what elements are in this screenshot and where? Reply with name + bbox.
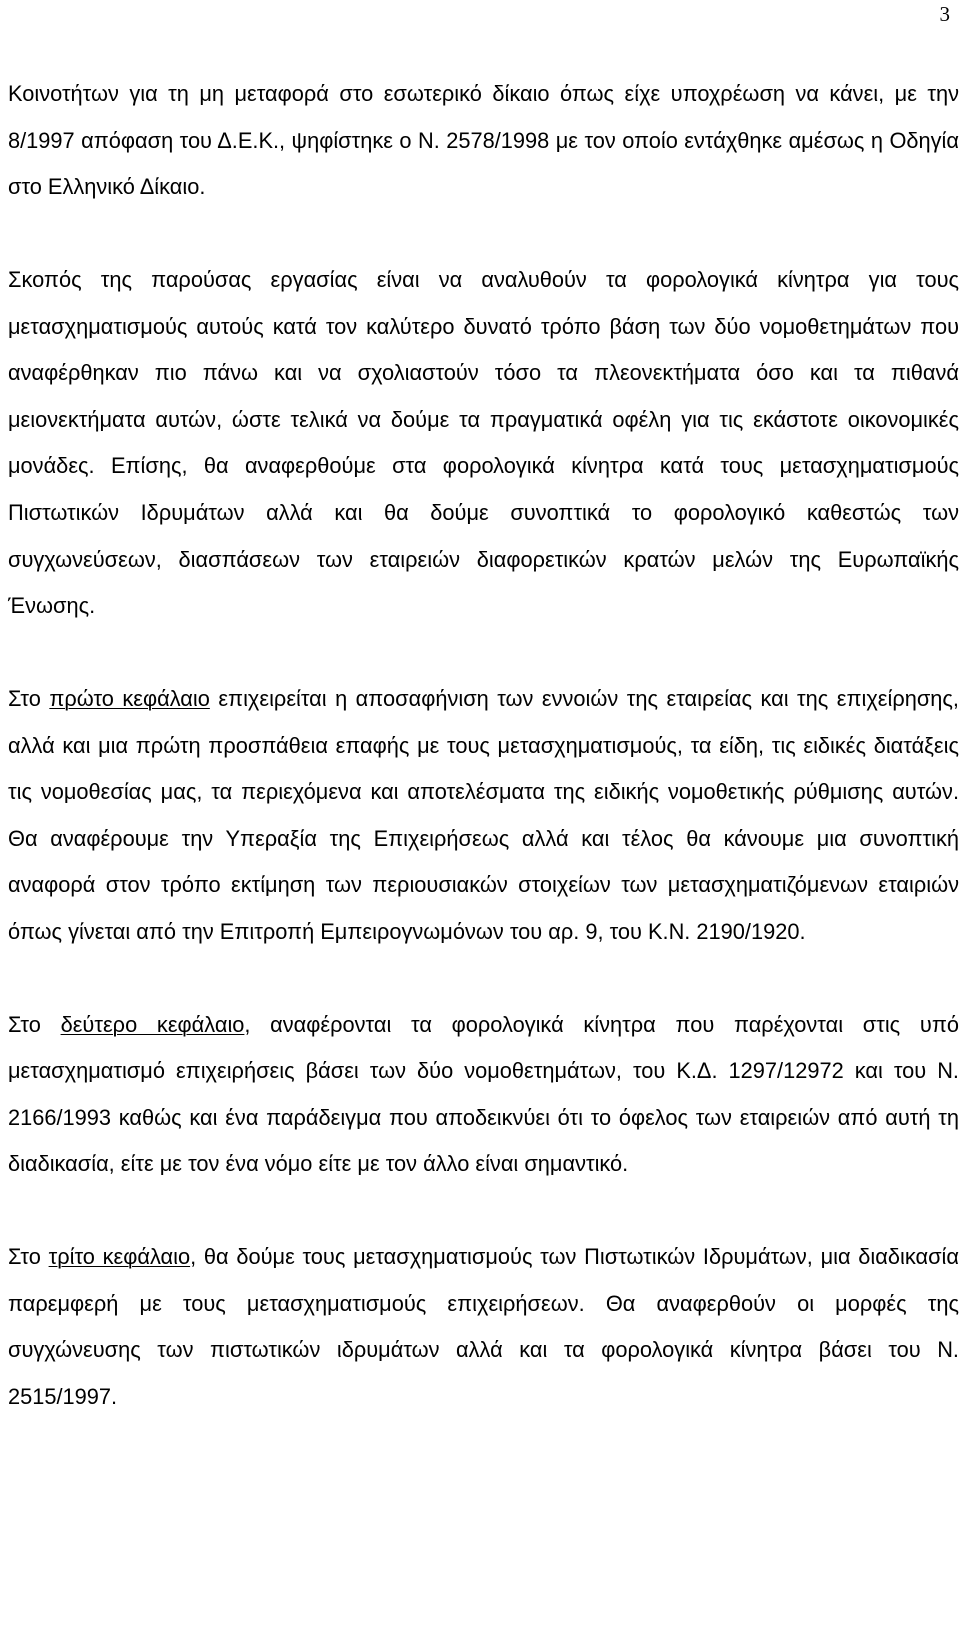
chapter-2-heading: δεύτερο κεφάλαιο (60, 1011, 245, 1037)
paragraph-lead: Στο (8, 1011, 61, 1037)
paragraph-rest: , θα δούμε τους μετασχηματισμούς των Πιστωτικών Ιδρυμάτων, μια διαδικασία παρεμφερή με τους μετασχηματισμούς επιχειρήσεων. Θα αναφερθούν οι μορφές της συγχώνευσης των πιστωτικών ιδρυμάτων αλλά και τα φορολογικά κίνητρα βάσει του Ν. 2515/1997. (8, 1244, 959, 1409)
paragraph-chapter-3 (8, 1234, 959, 1420)
paragraph-lead: Στο (8, 685, 50, 711)
paragraph-chapter-2 (8, 1002, 959, 1188)
paragraph-intro: Κοινοτήτων για τη μη μεταφορά στο εσωτερικό δίκαιο όπως είχε υποχρέωση να κάνει, με την 8/1997 απόφαση του Δ.Ε.Κ., ψηφίστηκε ο Ν. 2578/1998 με τον οποίο εντάχθηκε αμέσως η Οδηγία στο Ελληνικό Δίκαιο. (8, 81, 959, 200)
paragraph-purpose: Σκοπός της παρούσας εργασίας είναι να αναλυθούν τα φορολογικά κίνητρα για τους μετασχηματισμούς αυτούς κατά τον καλύτερο δυνατό τρόπο βάση των δύο νομοθετημάτων που αναφέρθηκαν πιο πάνω και να σχολιαστούν τόσο τα πλεονεκτήματα όσο και τα πιθανά μειονεκτήματα αυτών, ώστε τελικά να δούμε τα πραγματικά οφέλη για τις εκάστοτε οικονομικές μονάδες. Επίσης, θα αναφερθούμε στα φορολογικά κίνητρα κατά τους μετασχηματισμούς Πιστωτικών Ιδρυμάτων αλλά και θα δούμε συνοπτικά το φορολογικό καθεστώς των συγχωνεύσεων, διασπάσεων των εταιρειών διαφορετικών κρατών μελών της Ευρωπαϊκής Ένωσης. (8, 266, 959, 619)
chapter-3-heading: τρίτο κεφάλαιο (48, 1244, 191, 1270)
document-body (8, 71, 959, 1421)
chapter-1-heading: πρώτο κεφάλαιο (49, 685, 210, 711)
page-number: 3 (939, 2, 950, 26)
paragraph-lead: Στο (8, 1244, 49, 1270)
paragraph-chapter-1 (8, 676, 959, 956)
paragraph-rest: , αναφέρονται τα φορολογικά κίνητρα που παρέχονται στις υπό μετασχηματισμό επιχειρήσεις βάσει των δύο νομοθετημάτων, του Κ.Δ. 1297/12972 και του Ν. 2166/1993 καθώς και ένα παράδειγμα που αποδεικνύει ότι το όφελος των εταιρειών από αυτή τη διαδικασία, είτε με τον ένα νόμο είτε με τον άλλο είναι σημαντικό. (8, 1011, 959, 1177)
paragraph-rest: επιχειρείται η αποσαφήνιση των εννοιών της εταιρείας και της επιχείρησης, αλλά και μια πρώτη προσπάθεια επαφής με τους μετασχηματισμούς, τα είδη, τις ειδικές διατάξεις τις νομοθεσίας μας, τα περιεχόμενα και αποτελέσματα της ειδικής νομοθετικής ρύθμισης αυτών. Θα αναφέρουμε την Υπεραξία της Επιχειρήσεως αλλά και τέλος θα κάνουμε μια συνοπτική αναφορά στον τρόπο εκτίμηση των περιουσιακών στοιχείων των μετασχηματιζόμενων εταιριών όπως γίνεται από την Επιτροπή Εμπειρογνωμόνων του αρ. 9, του Κ.Ν. 2190/1920. (8, 685, 959, 944)
